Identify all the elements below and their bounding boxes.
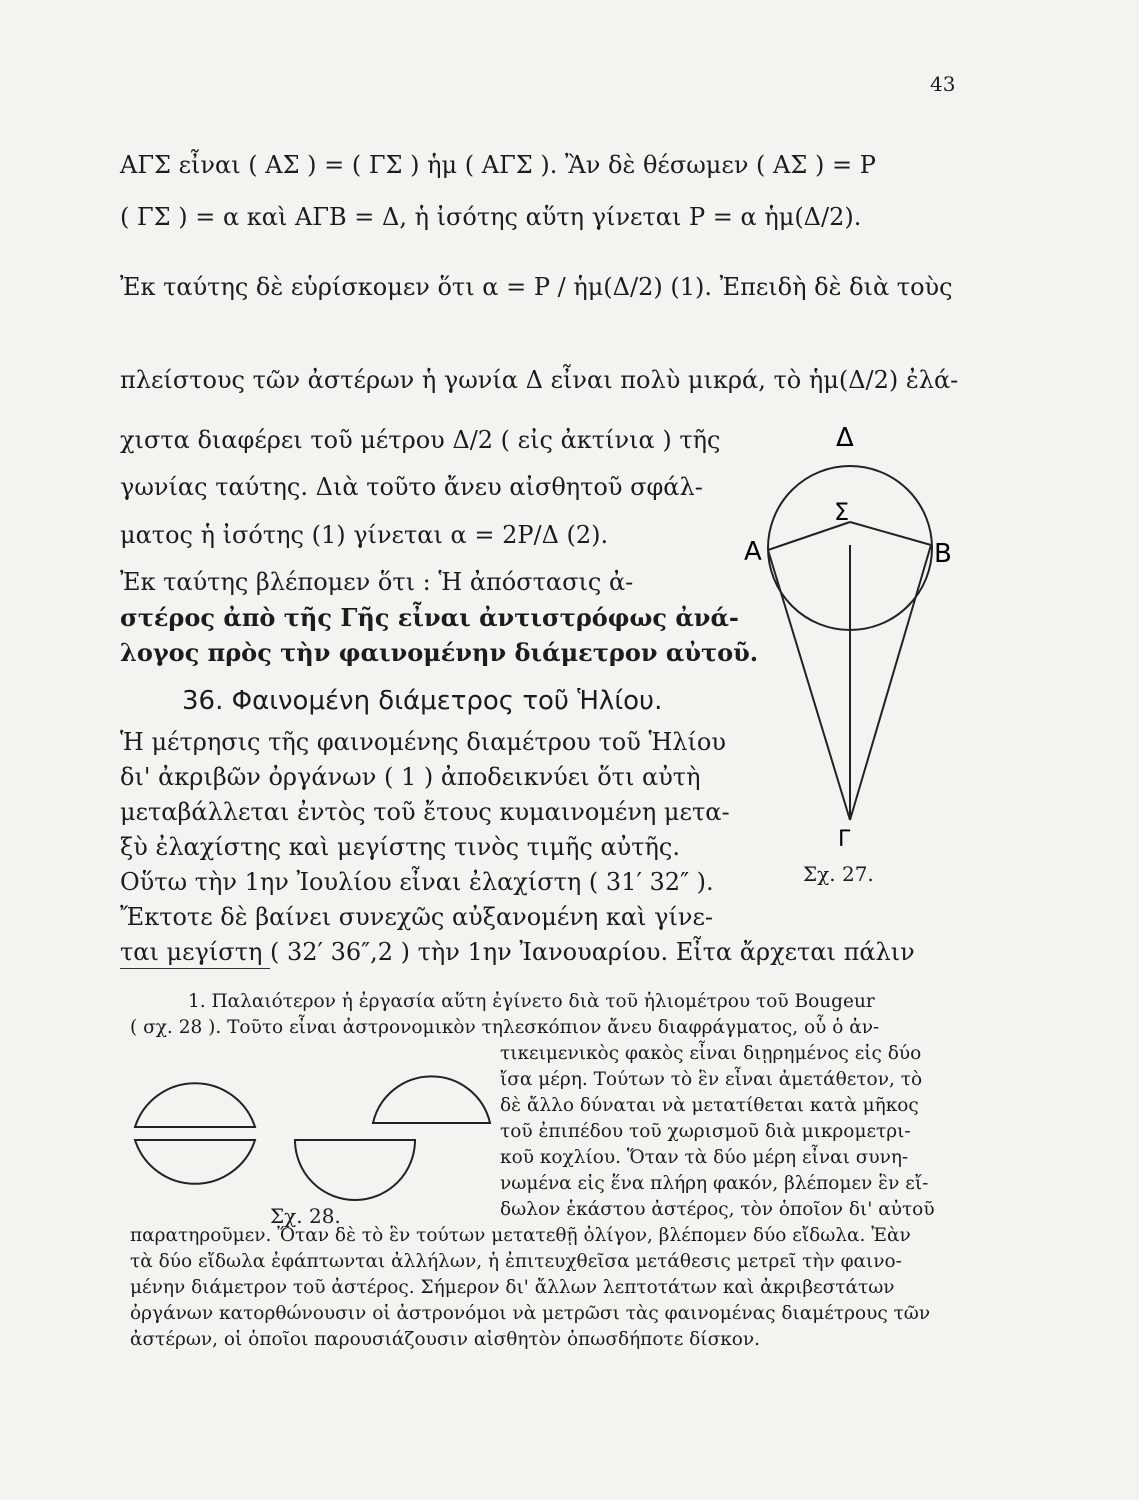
footnote-line: ὀργάνων κατορθώνουσιν οἱ ἀστρονόμοι νὰ μετρῶσι τὰς φαινομένας διαμέτρους τῶν xyxy=(130,1303,931,1324)
body-line: ματος ἡ ἰσότης (1) γίνεται α = 2Ρ/Δ (2). xyxy=(120,521,609,549)
label-delta: Δ xyxy=(836,423,854,453)
label-b: Β xyxy=(934,539,952,569)
footnote-line: τὰ δύο εἴδωλα ἐφάπτωνται ἀλλήλων, ἡ ἐπιτευχθεῖσα μετάθεσις μετρεῖ τὴν φαινο- xyxy=(130,1251,902,1272)
footnote-line: νωμένα εἰς ἕνα πλήρη φακόν, βλέπομεν ἓν εἴ- xyxy=(500,1173,929,1194)
section-heading: 36. Φαινομένη διάμετρος τοῦ Ἡλίου. xyxy=(182,686,663,716)
lens-shifted-upper-half xyxy=(373,1076,490,1123)
footnote-line: 1. Παλαιότερον ἡ ἐργασία αὕτη ἐγίνετο διὰ τοῦ ἡλιομέτρου τοῦ Bougeur xyxy=(188,991,875,1012)
body-line: δι' ἀκριβῶν ὀργάνων ( 1 ) ἀποδεικνύει ὅτι αὐτὴ xyxy=(120,763,701,791)
footnote-line: ἀστέρων, οἱ ὁποῖοι παρουσιάζουσιν αἰσθητὸν ὁπωσδήποτε δίσκον. xyxy=(130,1329,761,1350)
theorem-line: λογος πρὸς τὴν φαινομένην διάμετρον αὐτοῦ. xyxy=(120,638,759,667)
figure-28-drawing xyxy=(135,1076,490,1200)
footnote-line: κοῦ κοχλίου. Ὅταν τὰ δύο μέρη εἶναι συνη- xyxy=(500,1147,909,1168)
body-line: ΑΓΣ εἶναι ( ΑΣ ) = ( ΓΣ ) ἡμ ( ΑΓΣ ). Ἂν δὲ θέσωμεν ( ΑΣ ) = Ρ xyxy=(120,151,876,179)
figure-27-caption: Σχ. 27. xyxy=(803,862,874,886)
lens-lower-half xyxy=(135,1140,255,1184)
body-line: Ἐκ ταύτης δὲ εὑρίσκομεν ὅτι α = Ρ / ἡμ(Δ/2) (1). Ἐπειδὴ δὲ διὰ τοὺς xyxy=(120,273,953,301)
body-line: πλείστους τῶν ἀστέρων ἡ γωνία Δ εἶναι πολὺ μικρά, τὸ ἡμ(Δ/2) ἐλά- xyxy=(120,366,959,394)
label-sigma: Σ xyxy=(834,498,850,526)
footnote-line: τοῦ ἐπιπέδου τοῦ χωρισμοῦ διὰ μικρομετρι- xyxy=(500,1121,911,1142)
page-number: 43 xyxy=(930,72,956,96)
label-g: Γ xyxy=(838,827,851,852)
footnote-line: τικειμενικὸς φακὸς εἶναι διῃρημένος εἰς δύο xyxy=(500,1043,922,1064)
label-a: Α xyxy=(744,537,762,567)
body-line: Οὕτω τὴν 1ην Ἰουλίου εἶναι ἐλαχίστη ( 31′ 32″ ). xyxy=(120,868,714,896)
body-line: Ἐκ ταύτης βλέπομεν ὅτι : Ἡ ἀπόστασις ἀ- xyxy=(120,568,634,596)
footnote-line: ( σχ. 28 ). Τοῦτο εἶναι ἀστρονομικὸν τηλεσκόπιον ἄνευ διαφράγματος, οὗ ὁ ἀν- xyxy=(130,1017,880,1038)
body-line: Ἡ μέτρησις τῆς φαινομένης διαμέτρου τοῦ Ἡλίου xyxy=(120,728,726,756)
footnote-line: παρατηροῦμεν. Ὅταν δὲ τὸ ἓν τούτων μετατεθῇ ὀλίγον, βλέπομεν δύο εἴδωλα. Ἐὰν xyxy=(130,1225,911,1246)
footnote-line: δὲ ἄλλο δύναται νὰ μετατίθεται κατὰ μῆκος xyxy=(500,1095,919,1116)
lens-shifted-lower-half xyxy=(295,1140,415,1200)
body-line: γωνίας ταύτης. Διὰ τοῦτο ἄνευ αἰσθητοῦ σφάλ- xyxy=(120,473,703,501)
body-line: ξὺ ἐλαχίστης καὶ μεγίστης τινὸς τιμῆς αὐτῆς. xyxy=(120,833,680,861)
theorem-line: στέρος ἀπὸ τῆς Γῆς εἶναι ἀντιστρόφως ἀνά- xyxy=(120,603,739,632)
body-line: ( ΓΣ ) = α καὶ ΑΓΒ = Δ, ἡ ἰσότης αὕτη γίνεται Ρ = α ἡμ(Δ/2). xyxy=(120,203,862,231)
figure-28-caption: Σχ. 28. xyxy=(270,1204,341,1228)
footnote-line: μένην διάμετρον τοῦ ἀστέρος. Σήμερον δι' ἄλλων λεπτοτάτων καὶ ἀκριβεστάτων xyxy=(130,1277,895,1298)
footnote-line: ἴσα μέρη. Τούτων τὸ ἓν εἶναι ἀμετάθετον, τὸ xyxy=(500,1069,923,1090)
footnote-line: δωλον ἑκάστου ἀστέρος, τὸν ὁποῖον δι' αὐτοῦ xyxy=(500,1199,935,1220)
body-line: χιστα διαφέρει τοῦ μέτρου Δ/2 ( εἰς ἀκτίνια ) τῆς xyxy=(120,426,721,454)
lens-upper-half xyxy=(135,1083,255,1127)
body-line: μεταβάλλεται ἐντὸς τοῦ ἔτους κυμαινομένη μετα- xyxy=(120,798,730,826)
body-line: ται μεγίστη ( 32′ 36″,2 ) τὴν 1ην Ἰανουαρίου. Εἶτα ἄρχεται πάλιν xyxy=(120,938,915,966)
body-line: Ἔκτοτε δὲ βαίνει συνεχῶς αὐξανομένη καὶ γίνε- xyxy=(120,903,713,931)
